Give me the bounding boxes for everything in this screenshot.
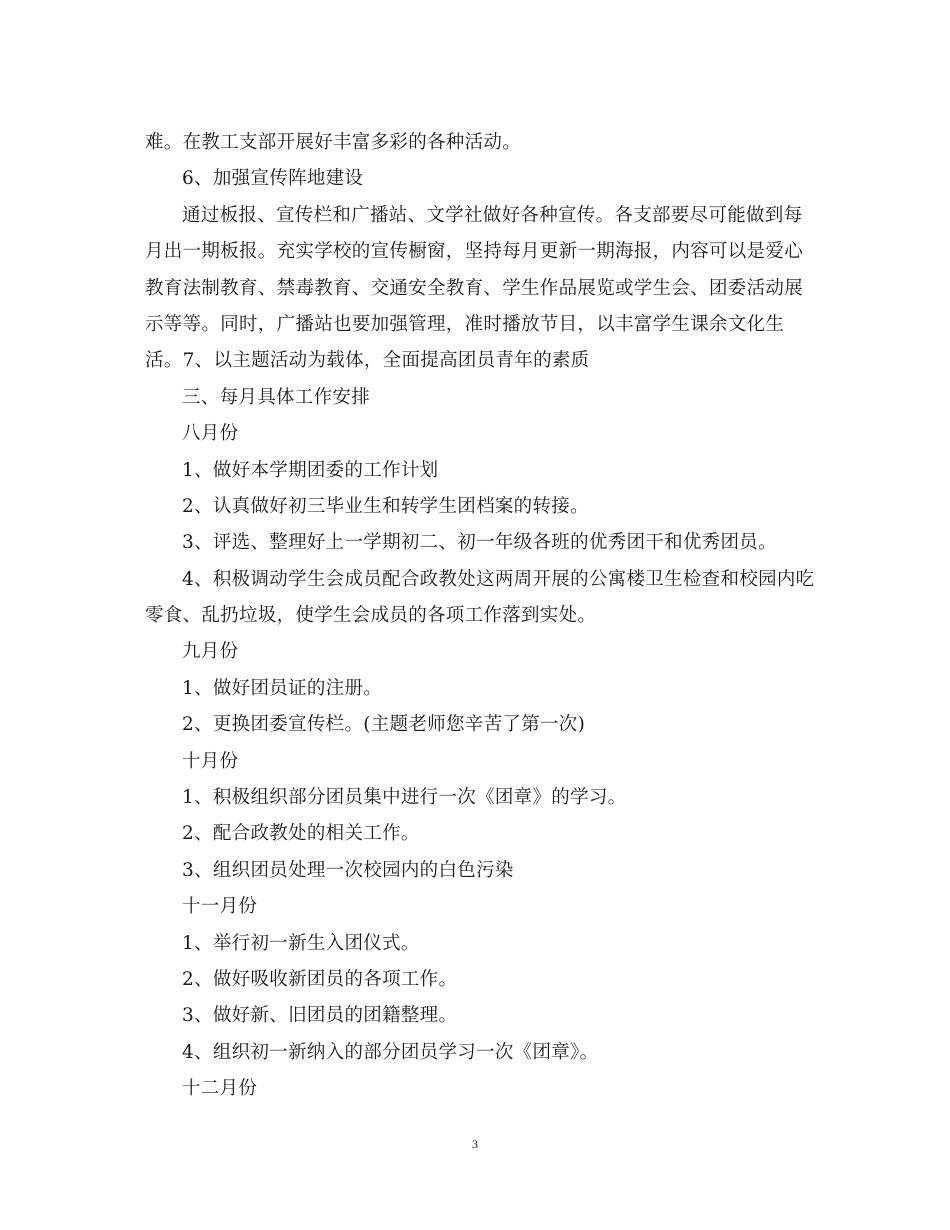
page-number: 3 (472, 1137, 478, 1151)
text-line: 通过板报、宣传栏和广播站、文学社做好各种宣传。各支部要尽可能做到每 (182, 204, 803, 226)
text-line: 难。在教工支部开展好丰富多彩的各种活动。 (145, 132, 522, 153)
text-line: 1、积极组织部分团员集中进行一次《团章》的学习。 (182, 787, 627, 809)
text-line: 教育法制教育、禁毒教育、交通安全教育、学生作品展览或学生会、团委活动展 (145, 277, 804, 299)
text-line: 1、举行初一新生入团仪式。 (182, 932, 420, 954)
text-line: 3、组织团员处理一次校园内的白色污染 (182, 859, 514, 881)
text-line: 3、评选、整理好上一学期初二、初一年级各班的优秀团干和优秀团员。 (182, 532, 777, 554)
text-line: 4、组织初一新纳入的部分团员学习一次《团章》。 (182, 1041, 599, 1063)
text-line: 2、配合政教处的相关工作。 (182, 823, 420, 845)
text-line: 十二月份 (182, 1078, 258, 1100)
text-line: 月出一期板报。充实学校的宣传橱窗，坚持每月更新一期海报，内容可以是爱心 (145, 241, 804, 263)
text-line: 6、加强宣传阵地建设 (182, 168, 364, 190)
text-line: 示等等。同时，广播站也要加强管理，准时播放节目，以丰富学生课余文化生 (145, 313, 785, 335)
text-line: 零食、乱扔垃圾，使学生会成员的各项工作落到实处。 (145, 605, 597, 627)
text-line: 九月份 (182, 641, 239, 663)
text-line: 活。7、以主题活动为载体，全面提高团员青年的素质 (145, 350, 590, 372)
text-line: 2、更换团委宣传栏。(主题老师您辛苦了第一次) (182, 714, 586, 736)
text-line: 4、积极调动学生会成员配合政教处这两周开展的公寓楼卫生检查和校园内吃 (182, 568, 815, 590)
text-line: 1、做好本学期团委的工作计划 (182, 459, 439, 481)
text-line: 1、做好团员证的注册。 (182, 677, 383, 699)
document-body (145, 125, 815, 1108)
text-line: 十一月份 (182, 896, 258, 918)
text-line: 八月份 (182, 423, 239, 445)
text-line: 2、做好吸收新团员的各项工作。 (182, 968, 458, 990)
text-line: 3、做好新、旧团员的团籍整理。 (182, 1005, 458, 1027)
text-line: 2、认真做好初三毕业生和转学生团档案的转接。 (182, 495, 589, 517)
text-line: 三、每月具体工作安排 (182, 386, 371, 408)
text-line: 十月份 (182, 750, 239, 772)
